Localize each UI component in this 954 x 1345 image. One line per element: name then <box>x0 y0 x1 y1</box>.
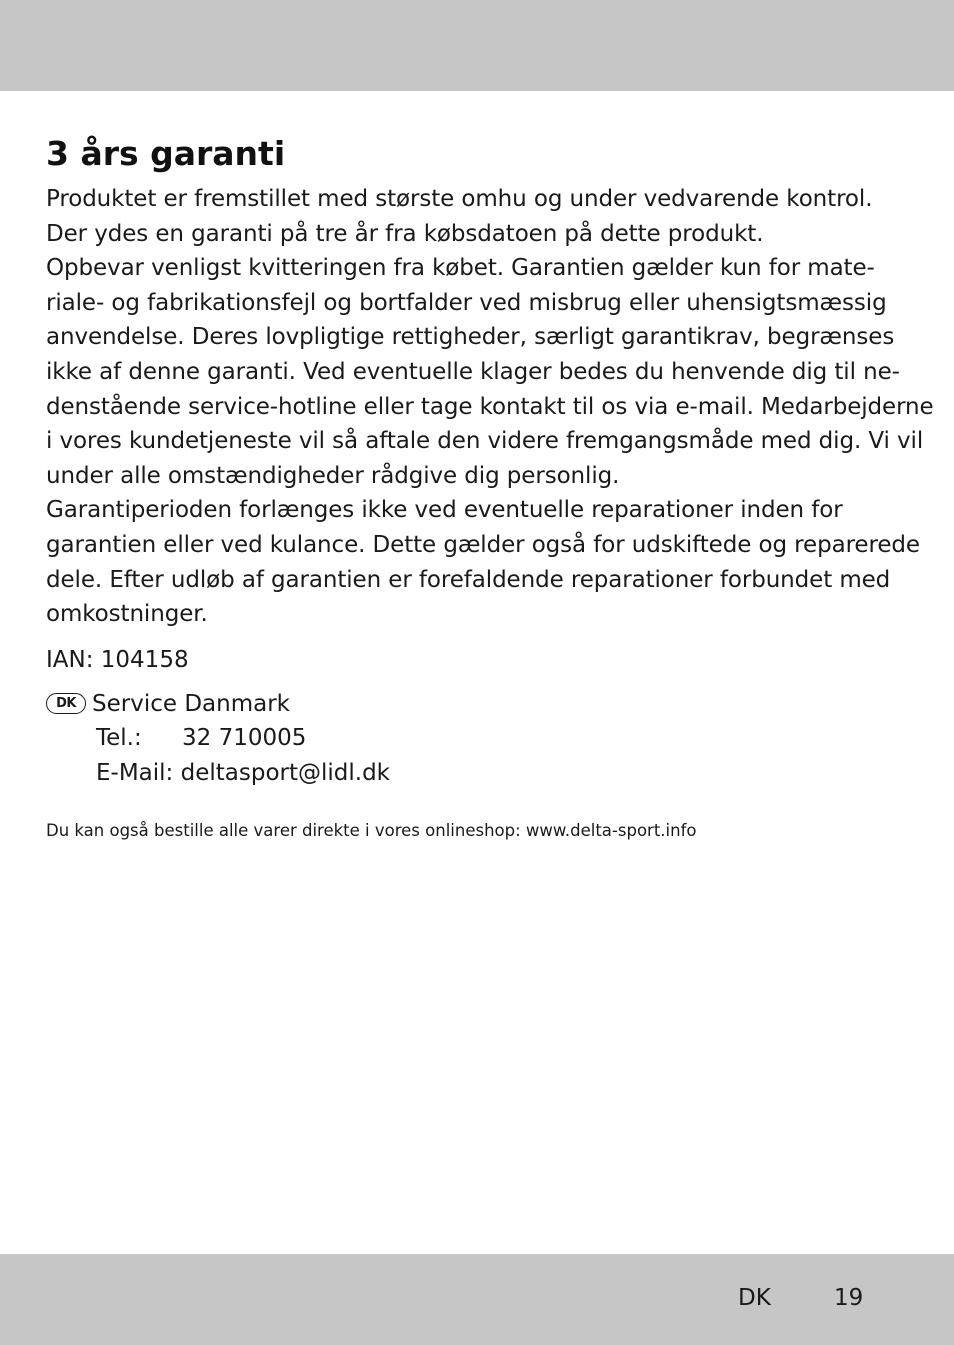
warranty-text <box>46 182 934 632</box>
page-number: 19 <box>834 1285 864 1311</box>
text-line: denstående service-hotline eller tage kontakt til os via e-mail. Medarbejderne <box>46 393 934 420</box>
text-line: under alle omstændigheder rådgive dig personlig. <box>46 462 620 489</box>
footer-language: DK <box>738 1285 771 1311</box>
text-line: riale- og fabrikationsfejl og bortfalder ved misbrug eller uhensigtsmæssig <box>46 289 887 316</box>
shop-note: Du kan også bestille alle varer direkte i vores onlineshop: www.delta-sport.info <box>46 821 697 841</box>
email-label: E-Mail: <box>96 759 174 786</box>
page-title: 3 års garanti <box>46 134 286 173</box>
service-block <box>46 687 916 791</box>
page-content <box>46 132 934 842</box>
text-line: ikke af denne garanti. Ved eventuelle klager bedes du henvende dig til ne- <box>46 358 900 385</box>
country-badge: DK <box>46 693 86 714</box>
text-line: dele. Efter udløb af garantien er forefaldende reparationer forbundet med <box>46 566 891 593</box>
text-line: garantien eller ved kulance. Dette gælder også for udskiftede og reparerede <box>46 531 920 558</box>
text-line: Garantiperioden forlænges ikke ved eventuelle reparationer inden for <box>46 497 843 524</box>
header-band <box>0 0 954 91</box>
service-title: Service Danmark <box>92 690 290 717</box>
text-line: Opbevar venligst kvitteringen fra købet. Garantien gælder kun for mate- <box>46 255 875 282</box>
text-line: Produktet er fremstillet med største omhu og under vedvarende kontrol. <box>46 186 873 212</box>
email-address[interactable]: deltasport@lidl.dk <box>180 759 391 786</box>
text-line: anvendelse. Deres lovpligtige rettigheder, særligt garantikrav, begrænses <box>46 324 895 351</box>
tel-number[interactable]: 32 710005 <box>182 725 307 752</box>
tel-label: Tel.: <box>96 725 142 752</box>
text-line: i vores kundetjeneste vil så aftale den videre fremgangsmåde med dig. Vi vil <box>46 428 924 455</box>
ian-number: IAN: 104158 <box>46 646 189 673</box>
text-line: Der ydes en garanti på tre år fra købsdatoen på dette produkt. <box>46 220 764 247</box>
text-line: omkostninger. <box>46 601 208 628</box>
footer-band <box>0 1254 954 1345</box>
